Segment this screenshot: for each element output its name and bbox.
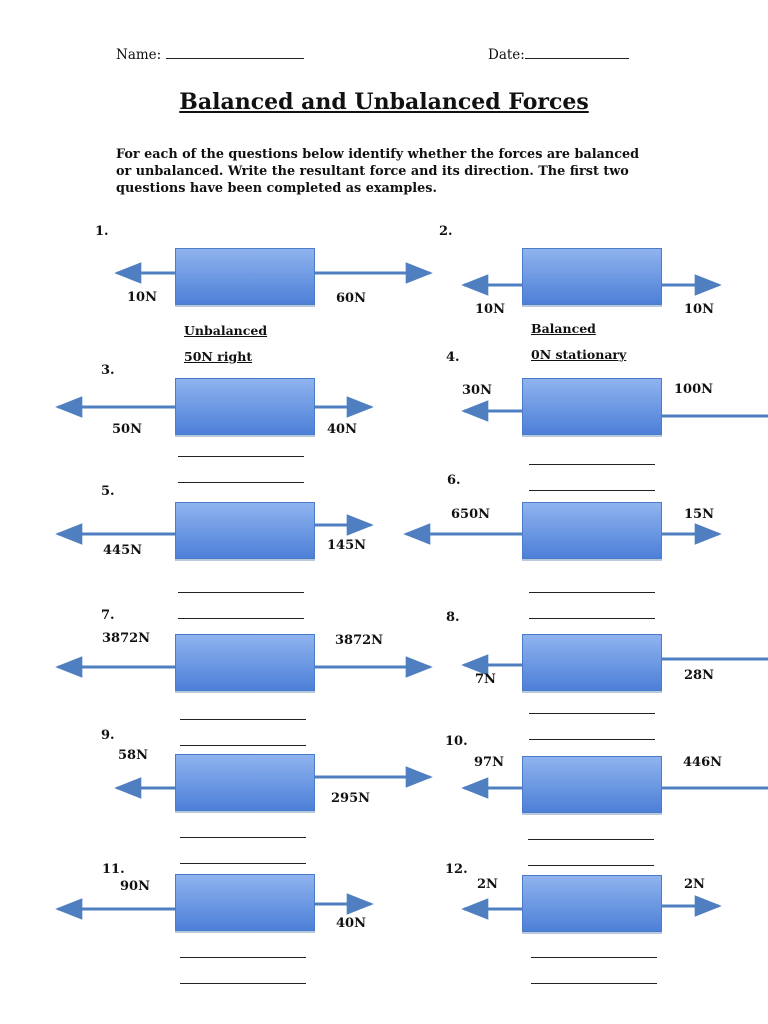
answer-blank[interactable] xyxy=(529,713,655,714)
right-force-label: 60N xyxy=(336,291,366,306)
left-force-label: 10N xyxy=(475,302,505,317)
question-number: 10. xyxy=(445,734,468,749)
right-force-label: 100N xyxy=(674,382,714,397)
right-force-label: 145N xyxy=(327,538,367,553)
object-box xyxy=(522,634,662,691)
object-box xyxy=(175,754,315,811)
answer-blank[interactable] xyxy=(178,482,304,483)
answer-blank[interactable] xyxy=(529,592,655,593)
question-number: 4. xyxy=(446,350,460,365)
question-number: 9. xyxy=(101,728,115,743)
answer-blank[interactable] xyxy=(531,983,657,984)
answer-blank[interactable] xyxy=(180,983,306,984)
right-force-label: 10N xyxy=(684,302,714,317)
question-number: 2. xyxy=(439,224,453,239)
answer-blank[interactable] xyxy=(180,863,306,864)
object-box xyxy=(522,502,662,559)
question-number: 6. xyxy=(447,473,461,488)
instructions: For each of the questions below identify whether the forces are balanced or unbalanced. Write the resultant force and its direction. The first two questions have been completed as examples. xyxy=(116,147,640,196)
answer-result: 50N right xyxy=(184,349,253,364)
question-number: 7. xyxy=(101,608,115,623)
answer-blank[interactable] xyxy=(529,490,655,491)
question-number: 3. xyxy=(101,363,115,378)
answer-type: Unbalanced xyxy=(184,323,268,338)
left-force-label: 3872N xyxy=(102,631,151,646)
right-force-label: 40N xyxy=(336,916,366,931)
question-number: 5. xyxy=(101,484,115,499)
right-force-label: 3872N xyxy=(335,633,384,648)
question-number: 11. xyxy=(102,862,125,877)
answer-blank[interactable] xyxy=(178,618,304,619)
object-box xyxy=(522,756,662,813)
answer-blank[interactable] xyxy=(178,592,304,593)
left-force-label: 30N xyxy=(462,383,492,398)
answer-blank[interactable] xyxy=(180,957,306,958)
question-number: 8. xyxy=(446,610,460,625)
answer-type: Balanced xyxy=(531,321,596,336)
right-force-label: 295N xyxy=(331,791,371,806)
object-box xyxy=(175,874,315,931)
left-force-label: 7N xyxy=(475,672,496,687)
left-force-label: 2N xyxy=(477,877,498,892)
name-label: Name: xyxy=(116,47,162,63)
answer-blank[interactable] xyxy=(180,745,306,746)
left-force-label: 445N xyxy=(103,543,143,558)
left-force-label: 58N xyxy=(118,748,148,763)
left-force-label: 50N xyxy=(112,422,142,437)
right-force-label: 2N xyxy=(684,877,705,892)
date-label: Date: xyxy=(488,47,525,63)
answer-blank[interactable] xyxy=(178,456,304,457)
right-force-label: 40N xyxy=(327,422,357,437)
question-number: 12. xyxy=(445,862,468,877)
question-number: 1. xyxy=(95,224,109,239)
left-force-label: 97N xyxy=(474,755,504,770)
right-force-label: 28N xyxy=(684,668,714,683)
left-force-label: 90N xyxy=(120,879,150,894)
answer-blank[interactable] xyxy=(529,464,655,465)
left-force-label: 650N xyxy=(451,507,491,522)
right-force-label: 15N xyxy=(684,507,714,522)
right-force-label: 446N xyxy=(683,755,723,770)
answer-blank[interactable] xyxy=(528,839,654,840)
answer-blank[interactable] xyxy=(529,618,655,619)
object-box xyxy=(175,502,315,559)
answer-blank[interactable] xyxy=(180,837,306,838)
left-force-label: 10N xyxy=(127,290,157,305)
page-title: Balanced and Unbalanced Forces xyxy=(179,89,589,115)
object-box xyxy=(522,875,662,932)
object-box xyxy=(522,378,662,435)
answer-result: 0N stationary xyxy=(531,347,627,362)
object-box xyxy=(175,248,315,305)
object-box xyxy=(175,378,315,435)
answer-blank[interactable] xyxy=(531,957,657,958)
answer-blank[interactable] xyxy=(529,739,655,740)
object-box xyxy=(522,248,662,305)
answer-blank[interactable] xyxy=(528,865,654,866)
object-box xyxy=(175,634,315,691)
answer-blank[interactable] xyxy=(180,719,306,720)
